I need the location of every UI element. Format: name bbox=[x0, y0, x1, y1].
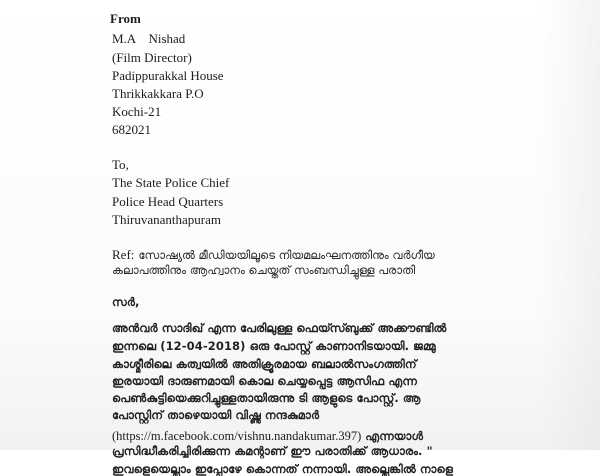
facebook-profile-url: (https://m.facebook.com/vishnu.nandakumar.397) bbox=[112, 429, 362, 443]
body-line-1: അൻവർ സാദിഖ് എന്ന പേരിലുള്ള ഫെയ്സ്ബുക്ക് അക്കൗണ്ടിൽ bbox=[112, 321, 447, 335]
body-line-7-rest: എന്നയാൾ bbox=[365, 429, 424, 443]
reference-line-1 bbox=[112, 247, 435, 263]
sender-name: M.A Nishad bbox=[112, 31, 186, 46]
recipient-title: The State Police Chief bbox=[112, 175, 230, 190]
sender-city: Kochi-21 bbox=[112, 104, 162, 119]
body-line-2: ഇന്നലെ (12-04-2018) ഒരു പോസ്റ്റ് കാണാനിടയായി. ജമ്മു bbox=[112, 339, 436, 353]
body-line-6: പോസ്റ്റിന് താഴെയായി വിഷ്ണു നന്ദകുമാർ bbox=[112, 408, 320, 422]
reference-text-1: സോഷ്യൽ മീഡിയയിലൂടെ നിയമലംഘനത്തിനും വർഗീയ bbox=[138, 248, 435, 262]
sender-pin: 682021 bbox=[112, 122, 151, 137]
page-shadow bbox=[540, 0, 600, 450]
recipient-office: Police Head Quarters bbox=[112, 194, 224, 209]
recipient-place: Thiruvananthapuram bbox=[112, 212, 222, 227]
body-line-3: കാശ്മീരിലെ കത്വയിൽ അതിക്രൂരമായ ബലാൽസംഗത്തിന് bbox=[112, 357, 417, 371]
salutation: സർ, bbox=[112, 295, 140, 309]
reference-label: Ref: bbox=[112, 247, 135, 262]
sender-post-office: Thrikkakkara P.O bbox=[112, 86, 204, 101]
body-line-4: ഇരയായി ദാരുണമായി കൊല ചെയ്യപ്പെട്ട ആസിഫ എന്ന bbox=[112, 374, 417, 388]
sender-house: Padippurakkal House bbox=[112, 68, 224, 83]
sender-role: (Film Director) bbox=[112, 50, 192, 65]
reference-line-2: കലാപത്തിനും ആഹ്വാനം ചെയ്തത് സംബന്ധിച്ചുള്ള പരാതി bbox=[112, 263, 416, 277]
body-line-8: പ്രസിദ്ധീകരിച്ചിരിക്കുന്ന കമന്റാണ് ഈ പരാതിക്ക് ആധാരം. " bbox=[112, 444, 433, 458]
from-heading: From bbox=[110, 11, 141, 26]
body-line-9: ഇവളെയെല്ലാം ഇപ്പോഴേ കൊന്നത് നന്നായി. അല്ലെങ്കിൽ നാളെ bbox=[112, 462, 454, 476]
to-heading: To, bbox=[112, 157, 129, 172]
body-line-5: പെൺകുട്ടിയെക്കുറിച്ചുള്ളതായിരുന്നു ടി ആളുടെ പോസ്റ്റ്. ആ bbox=[112, 391, 421, 405]
body-line-7 bbox=[112, 428, 423, 444]
